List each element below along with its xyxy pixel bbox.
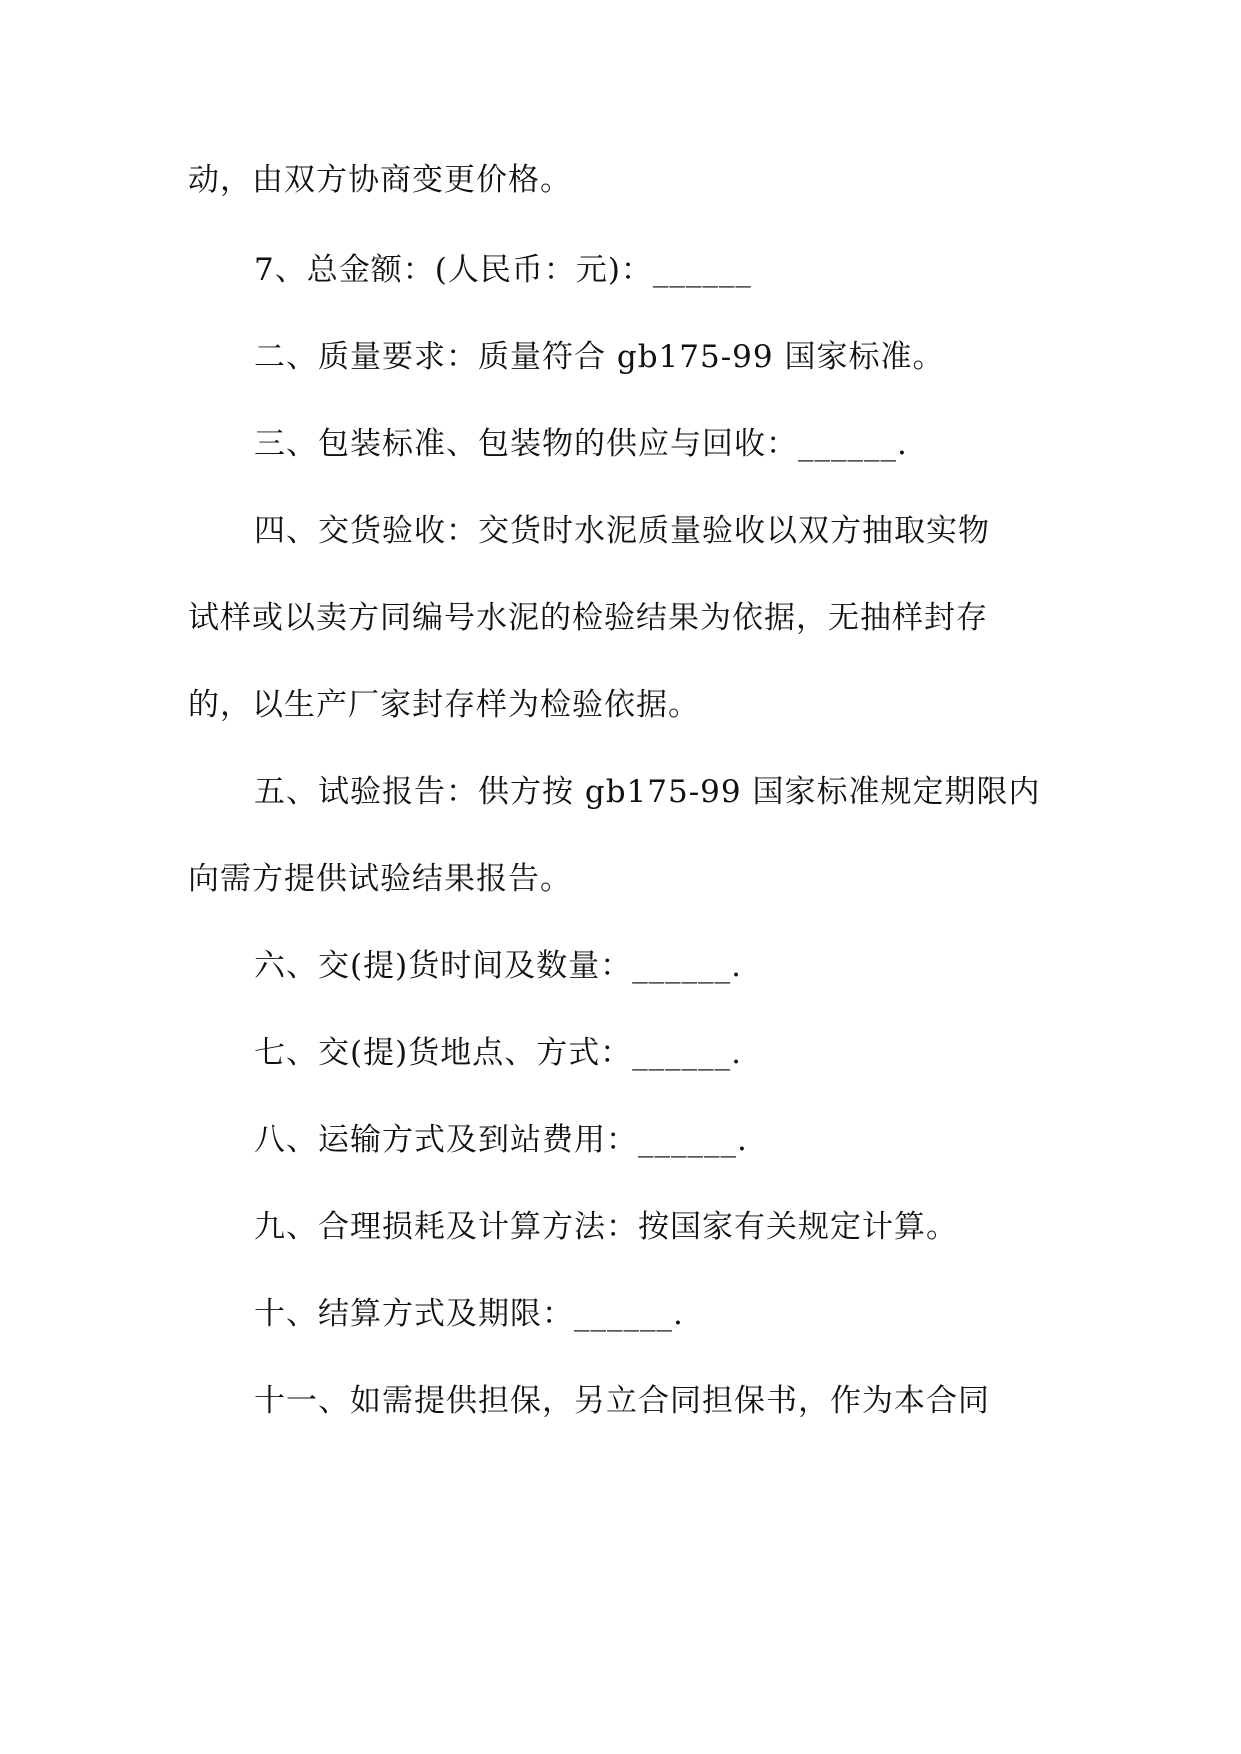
text-line: 三、包装标准、包装物的供应与回收：______.: [254, 426, 908, 462]
text-line: 八、运输方式及到站费用：______.: [254, 1122, 748, 1158]
text-line: 五、试验报告：供方按 gb175-99 国家标准规定期限内: [254, 774, 1041, 810]
text-line: 试样或以卖方同编号水泥的检验结果为依据，无抽样封存: [188, 600, 988, 636]
text-line: 九、合理损耗及计算方法：按国家有关规定计算。: [254, 1209, 958, 1245]
text-line: 7、总金额：(人民币：元)：______: [254, 252, 752, 288]
text-line: 向需方提供试验结果报告。: [188, 861, 572, 897]
text-line: 十一、如需提供担保，另立合同担保书，作为本合同: [254, 1383, 990, 1419]
text-line: 二、质量要求：质量符合 gb175-99 国家标准。: [254, 339, 945, 375]
text-line: 六、交(提)货时间及数量：______.: [254, 948, 743, 984]
text-line: 十、结算方式及期限：______.: [254, 1296, 684, 1332]
text-line: 四、交货验收：交货时水泥质量验收以双方抽取实物: [254, 513, 990, 549]
text-line: 七、交(提)货地点、方式：______.: [254, 1035, 743, 1071]
text-line: 动，由双方协商变更价格。: [188, 162, 572, 198]
text-line: 的，以生产厂家封存样为检验依据。: [188, 687, 700, 723]
